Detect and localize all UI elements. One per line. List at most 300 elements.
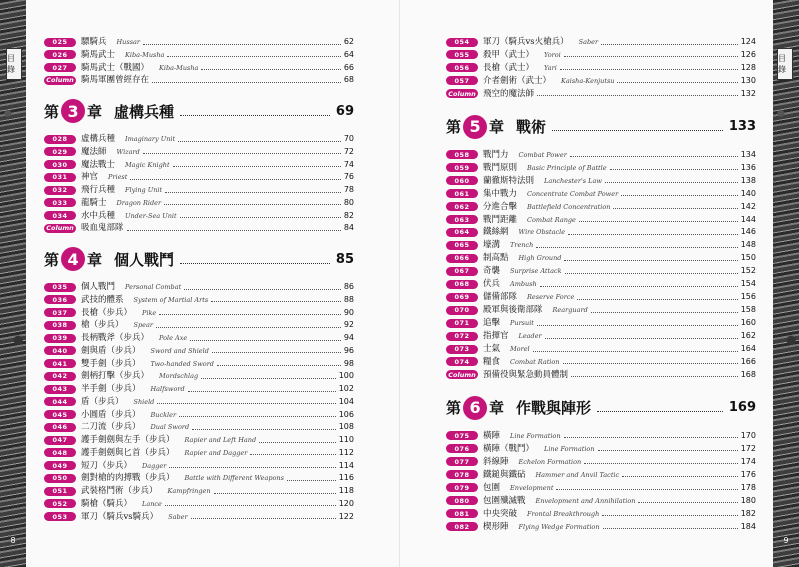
chapter-suffix: 章 bbox=[87, 102, 103, 121]
entry-number-badge: 036 bbox=[44, 295, 76, 304]
leader-dots bbox=[564, 260, 737, 261]
entry-page-number: 64 bbox=[343, 49, 354, 59]
entry-page-number: 128 bbox=[740, 62, 756, 72]
toc-entry bbox=[446, 214, 756, 226]
entry-page-number: 174 bbox=[740, 456, 756, 466]
entry-number-badge: 037 bbox=[44, 308, 76, 317]
entry-number-badge: 075 bbox=[446, 431, 478, 440]
leader-dots bbox=[533, 351, 738, 352]
entry-page-number: 120 bbox=[338, 498, 354, 508]
entry-number-badge: 047 bbox=[44, 436, 76, 445]
right-page-edge bbox=[773, 0, 799, 567]
entry-title: 武技的體系 bbox=[81, 294, 124, 305]
leader-dots bbox=[591, 312, 738, 313]
entry-title: 個人戰鬥 bbox=[81, 282, 116, 292]
leader-dots bbox=[178, 141, 341, 142]
entry-english-title: Kiba-Musha bbox=[125, 50, 165, 59]
toc-entry bbox=[44, 171, 354, 183]
leader-dots bbox=[563, 363, 738, 364]
entry-english-title: Reserve Force bbox=[527, 293, 575, 302]
entry-page-number: 86 bbox=[343, 282, 354, 291]
entry-english-title: Leader bbox=[518, 332, 542, 341]
leader-dots bbox=[201, 69, 340, 70]
entry-title: 楔形陣 bbox=[483, 521, 509, 532]
entry-number-badge: Column bbox=[44, 76, 76, 85]
entry-title: 魔法戰士 bbox=[81, 159, 116, 170]
entry-number-badge: 029 bbox=[44, 147, 76, 156]
entry-title: 蘭徹斯特法則 bbox=[483, 175, 535, 186]
entry-english-title: Envelopment bbox=[510, 483, 554, 492]
right-page-number: 9 bbox=[783, 536, 789, 545]
entry-english-title: Echelon Formation bbox=[518, 457, 582, 466]
leader-dots bbox=[603, 528, 738, 529]
entry-title: 伏兵 bbox=[483, 279, 501, 290]
entry-title: 集中戰力 bbox=[483, 188, 518, 199]
entry-title: 吸血鬼部隊 bbox=[81, 223, 124, 234]
entry-page-number: 78 bbox=[343, 185, 354, 194]
entry-number-badge: 078 bbox=[446, 470, 478, 479]
toc-entry bbox=[44, 133, 354, 145]
toc-entry bbox=[446, 188, 756, 200]
entry-title: 武裝格鬥術（步兵） bbox=[81, 486, 158, 496]
entry-number-badge: 072 bbox=[446, 332, 478, 341]
entry-page-number: 116 bbox=[338, 473, 354, 483]
entry-number-badge: 038 bbox=[44, 321, 76, 330]
entry-page-number: 122 bbox=[338, 511, 354, 521]
entry-number-badge: 070 bbox=[446, 306, 478, 315]
entry-number-badge: 056 bbox=[446, 63, 478, 72]
entry-number-badge: 067 bbox=[446, 267, 478, 276]
entry-english-title: Morel bbox=[510, 345, 530, 353]
entry-title: 斜線陣 bbox=[483, 456, 509, 467]
entry-english-title: Basic Principle of Battle bbox=[527, 163, 607, 172]
entry-english-title: Battle with Different Weapons bbox=[184, 474, 284, 483]
entry-title: 殺甲（武士） bbox=[483, 49, 535, 60]
toc-entry bbox=[44, 345, 354, 357]
entry-english-title: Dagger bbox=[142, 461, 167, 470]
entry-page-number: 102 bbox=[338, 384, 354, 393]
leader-dots bbox=[214, 493, 336, 494]
entry-english-title: Pike bbox=[142, 308, 157, 317]
entry-title: 劍柄打擊（步兵） bbox=[81, 371, 150, 382]
entry-number-badge: 043 bbox=[44, 385, 76, 394]
entry-page-number: 130 bbox=[740, 75, 756, 85]
toc-entry bbox=[44, 281, 354, 293]
leader-dots bbox=[570, 156, 738, 157]
entry-title: 長柄戰斧（步兵） bbox=[81, 333, 150, 343]
toc-entry bbox=[446, 495, 756, 507]
entry-page-number: 68 bbox=[343, 75, 354, 85]
entry-number-badge: 073 bbox=[446, 345, 478, 354]
entry-page-number: 98 bbox=[343, 358, 354, 368]
toc-entry bbox=[446, 369, 756, 381]
entry-title: 雙手劍（步兵） bbox=[81, 358, 141, 369]
entry-number-badge: Column bbox=[446, 370, 478, 379]
chapter-heading bbox=[44, 245, 354, 273]
entry-page-number: 132 bbox=[740, 88, 756, 98]
entry-page-number: 62 bbox=[343, 37, 354, 46]
entry-english-title: Combat Power bbox=[518, 150, 567, 159]
toc-entry bbox=[446, 75, 756, 87]
toc-entry bbox=[446, 49, 756, 61]
entry-page-number: 172 bbox=[740, 443, 756, 453]
leader-dots bbox=[156, 327, 341, 328]
entry-title: 制高點 bbox=[483, 253, 509, 264]
entry-number-badge: 041 bbox=[44, 359, 76, 368]
entry-english-title: Combat Ration bbox=[510, 357, 560, 366]
toc-entry bbox=[446, 508, 756, 520]
entry-page-number: 158 bbox=[740, 305, 756, 315]
toc-entry bbox=[446, 162, 756, 174]
entry-english-title: Lanchester's Law bbox=[544, 176, 602, 185]
leader-dots bbox=[143, 44, 341, 45]
entry-title: 護手劍劍與左手（步兵） bbox=[81, 435, 175, 445]
entry-title: 虛構兵種 bbox=[81, 134, 116, 144]
entry-number-badge: 044 bbox=[44, 397, 76, 406]
entry-english-title: Saber bbox=[168, 512, 188, 521]
entry-number-badge: Column bbox=[446, 89, 478, 98]
entry-page-number: 114 bbox=[338, 460, 354, 470]
entry-english-title: Lance bbox=[142, 499, 162, 508]
entry-english-title: Envelopment and Annihilation bbox=[535, 496, 636, 505]
entry-number-badge: 082 bbox=[446, 522, 478, 531]
entry-page-number: 80 bbox=[343, 197, 354, 207]
leader-dots bbox=[212, 352, 341, 353]
entry-title: 包圍 bbox=[483, 482, 501, 493]
chapter-page-number: 85 bbox=[335, 251, 354, 267]
entry-number-badge: 031 bbox=[44, 173, 76, 182]
entry-english-title: Buckler bbox=[150, 410, 177, 419]
entry-english-title: Kiba-Musha bbox=[159, 63, 199, 72]
leader-dots bbox=[217, 365, 341, 366]
leader-dots bbox=[157, 403, 335, 404]
leader-dots bbox=[537, 325, 738, 326]
entry-english-title: Battlefield Concentration bbox=[527, 202, 611, 211]
toc-entry bbox=[446, 443, 756, 455]
toc-entry bbox=[44, 222, 354, 234]
entry-title: 二刀流（步兵） bbox=[81, 422, 141, 433]
chapter-suffix: 章 bbox=[87, 250, 103, 269]
toc-entry bbox=[446, 482, 756, 494]
entry-title: 介者劍術（武士） bbox=[483, 75, 552, 86]
leader-dots bbox=[579, 221, 738, 222]
toc-entry bbox=[44, 409, 354, 421]
entry-number-badge: 025 bbox=[44, 38, 76, 47]
entry-title: 小圓盾（步兵） bbox=[81, 409, 141, 420]
leader-dots bbox=[560, 69, 738, 70]
entry-english-title: System of Martial Arts bbox=[133, 295, 209, 304]
leader-dots bbox=[584, 463, 738, 464]
left-page-number: 8 bbox=[10, 536, 16, 545]
entry-page-number: 154 bbox=[740, 279, 756, 289]
entry-number-badge: 057 bbox=[446, 76, 478, 85]
entry-title: 長槍（武士） bbox=[483, 62, 535, 73]
leader-dots bbox=[571, 376, 738, 377]
entry-english-title: Shield bbox=[133, 397, 155, 406]
entry-number-badge: 033 bbox=[44, 198, 76, 207]
entry-english-title: Wizard bbox=[116, 147, 140, 156]
toc-entry bbox=[446, 330, 756, 342]
leader-dots bbox=[610, 169, 738, 170]
toc-entry bbox=[446, 88, 756, 100]
leader-dots bbox=[622, 476, 738, 477]
entry-english-title: Concentrate Combat Power bbox=[527, 189, 619, 198]
leader-dots bbox=[191, 518, 336, 519]
leader-dots bbox=[598, 450, 738, 451]
chapter-number-circle: 3 bbox=[61, 99, 85, 123]
entry-page-number: 108 bbox=[338, 422, 354, 432]
entry-number-badge: 052 bbox=[44, 499, 76, 508]
toc-entry bbox=[44, 421, 354, 433]
entry-english-title: Sword and Shield bbox=[150, 346, 209, 355]
entry-english-title: Flying Wedge Formation bbox=[518, 522, 600, 531]
toc-entry bbox=[44, 383, 354, 395]
leader-dots bbox=[597, 411, 723, 412]
entry-title: 飛行兵種 bbox=[81, 185, 116, 195]
entry-number-badge: 028 bbox=[44, 135, 76, 144]
toc-entry bbox=[446, 149, 756, 161]
entry-title: 劍與盾（步兵） bbox=[81, 345, 141, 356]
leader-dots bbox=[617, 82, 737, 83]
toc-entry bbox=[446, 278, 756, 290]
entry-number-badge: 042 bbox=[44, 372, 76, 381]
entry-english-title: Ambush bbox=[510, 280, 537, 289]
chapter-number-circle: 5 bbox=[463, 115, 487, 139]
entry-page-number: 170 bbox=[740, 430, 756, 440]
leader-dots bbox=[259, 442, 336, 443]
entry-title: 奇襲 bbox=[483, 266, 501, 277]
entry-title: 橫陣 bbox=[483, 430, 501, 441]
entry-title: 騎槍（騎兵） bbox=[81, 498, 133, 509]
leader-dots bbox=[577, 299, 737, 300]
entry-number-badge: 061 bbox=[446, 189, 478, 198]
entry-english-title: Surprise Attack bbox=[510, 267, 562, 276]
left-side-tab: 目錄 bbox=[6, 48, 22, 80]
entry-title: 鐵絲網 bbox=[483, 227, 509, 238]
toc-entry bbox=[44, 49, 354, 61]
entry-number-badge: 080 bbox=[446, 496, 478, 505]
entry-english-title: Personal Combat bbox=[125, 283, 182, 291]
entry-english-title: Magic Knight bbox=[125, 160, 170, 169]
chapter-page-number: 133 bbox=[728, 119, 756, 135]
entry-title: 騎馬軍團曾經存在 bbox=[81, 75, 150, 86]
entry-number-badge: 064 bbox=[446, 228, 478, 237]
toc-entry bbox=[44, 36, 354, 48]
leader-dots bbox=[201, 378, 336, 379]
toc-entry bbox=[446, 36, 756, 48]
leader-dots bbox=[605, 182, 738, 183]
entry-title: 龍騎士 bbox=[81, 197, 107, 208]
chapter-suffix: 章 bbox=[489, 118, 505, 137]
entry-number-badge: 059 bbox=[446, 163, 478, 172]
leader-dots bbox=[180, 115, 330, 116]
toc-entry bbox=[44, 396, 354, 408]
entry-page-number: 148 bbox=[740, 240, 756, 250]
entry-title: 戰鬥力 bbox=[483, 149, 509, 160]
chapter-page-number: 169 bbox=[728, 400, 756, 416]
chapter-title: 虛構兵種 bbox=[114, 102, 175, 121]
entry-english-title: Halfsword bbox=[150, 385, 185, 393]
entry-title: 橫陣（戰鬥） bbox=[483, 443, 535, 454]
toc-entry bbox=[446, 291, 756, 303]
toc-entry bbox=[44, 472, 354, 484]
entry-number-badge: 058 bbox=[446, 150, 478, 159]
toc-entry bbox=[446, 201, 756, 213]
entry-title: 追擊 bbox=[483, 318, 501, 329]
toc-entry bbox=[44, 184, 354, 196]
toc-entry bbox=[44, 210, 354, 222]
chapter-title: 個人戰鬥 bbox=[114, 250, 175, 269]
toc-entry bbox=[446, 62, 756, 74]
toc-entry bbox=[446, 175, 756, 187]
leader-dots bbox=[127, 230, 341, 231]
leader-dots bbox=[190, 340, 341, 341]
entry-title: 槍（步兵） bbox=[81, 320, 124, 331]
entry-number-badge: 039 bbox=[44, 334, 76, 343]
entry-page-number: 92 bbox=[343, 320, 354, 330]
entry-title: 中央突破 bbox=[483, 508, 518, 519]
entry-title: 騎馬武士（戰國） bbox=[81, 62, 150, 73]
toc-entry bbox=[44, 511, 354, 523]
leader-dots bbox=[179, 416, 336, 417]
entry-number-badge: 063 bbox=[446, 215, 478, 224]
entry-title: 包圍殲滅戰 bbox=[483, 495, 526, 506]
entry-title: 長槍（步兵） bbox=[81, 307, 133, 318]
toc-entry bbox=[446, 430, 756, 442]
entry-page-number: 66 bbox=[343, 62, 354, 72]
leader-dots bbox=[556, 489, 737, 490]
leader-dots bbox=[540, 286, 738, 287]
entry-number-badge: 062 bbox=[446, 202, 478, 211]
page-fold bbox=[399, 0, 400, 567]
entry-page-number: 176 bbox=[740, 469, 756, 479]
entry-page-number: 180 bbox=[740, 495, 756, 505]
entry-title: 戰鬥原則 bbox=[483, 162, 518, 173]
entry-title: 盾（步兵） bbox=[81, 396, 124, 407]
chapter-number-circle: 4 bbox=[61, 247, 85, 271]
entry-number-badge: 045 bbox=[44, 410, 76, 419]
entry-title: 指揮官 bbox=[483, 331, 509, 342]
entry-page-number: 74 bbox=[343, 159, 354, 169]
entry-page-number: 168 bbox=[740, 369, 756, 379]
entry-number-badge: 053 bbox=[44, 512, 76, 521]
entry-title: 護手劍劍與匕首（步兵） bbox=[81, 447, 175, 458]
entry-number-badge: 054 bbox=[446, 38, 478, 47]
entry-number-badge: 077 bbox=[446, 457, 478, 466]
entry-title: 軍刀（騎兵vs騎兵） bbox=[81, 511, 159, 522]
entry-number-badge: 034 bbox=[44, 211, 76, 220]
chapter-prefix: 第 bbox=[446, 118, 462, 137]
toc-entry bbox=[446, 456, 756, 468]
entry-number-badge: 071 bbox=[446, 319, 478, 328]
entry-number-badge: 049 bbox=[44, 461, 76, 470]
entry-page-number: 140 bbox=[740, 188, 756, 198]
entry-title: 殿軍與後衛部隊 bbox=[483, 305, 543, 316]
entry-page-number: 156 bbox=[740, 292, 756, 302]
entry-number-badge: 046 bbox=[44, 423, 76, 432]
entry-page-number: 106 bbox=[338, 409, 354, 419]
entry-english-title: Mordschlag bbox=[159, 372, 199, 381]
entry-number-badge: 076 bbox=[446, 444, 478, 453]
leader-dots bbox=[167, 56, 340, 57]
entry-page-number: 84 bbox=[343, 223, 354, 233]
entry-page-number: 82 bbox=[343, 210, 354, 220]
leader-dots bbox=[613, 208, 737, 209]
entry-page-number: 134 bbox=[740, 149, 756, 159]
entry-number-badge: 066 bbox=[446, 254, 478, 263]
toc-entry bbox=[44, 197, 354, 209]
leader-dots bbox=[211, 301, 341, 302]
entry-page-number: 104 bbox=[338, 396, 354, 406]
entry-number-badge: 032 bbox=[44, 186, 76, 195]
entry-title: 飛空的魔法師 bbox=[483, 88, 535, 99]
entry-page-number: 124 bbox=[740, 37, 756, 46]
toc-entry bbox=[44, 146, 354, 158]
toc-entry bbox=[44, 62, 354, 74]
entry-page-number: 96 bbox=[343, 345, 354, 355]
leader-dots bbox=[545, 338, 738, 339]
entry-english-title: Rearguard bbox=[552, 306, 588, 315]
entry-english-title: Rapier and Dagger bbox=[184, 448, 248, 457]
entry-title: 分進合擊 bbox=[483, 201, 518, 212]
entry-number-badge: 069 bbox=[446, 293, 478, 302]
leader-dots bbox=[537, 95, 738, 96]
toc-entry bbox=[44, 460, 354, 472]
entry-page-number: 94 bbox=[343, 333, 354, 342]
entry-page-number: 112 bbox=[338, 447, 354, 457]
toc-entry bbox=[446, 239, 756, 251]
leader-dots bbox=[164, 204, 341, 205]
entry-number-badge: 068 bbox=[446, 280, 478, 289]
chapter-prefix: 第 bbox=[446, 399, 462, 418]
entry-english-title: Yari bbox=[544, 63, 557, 72]
entry-title: 短刀（步兵） bbox=[81, 460, 133, 471]
entry-title: 預備役與緊急動員體制 bbox=[483, 369, 569, 380]
entry-number-badge: 050 bbox=[44, 474, 76, 483]
entry-english-title: Dual Sword bbox=[150, 423, 190, 432]
entry-number-badge: 051 bbox=[44, 487, 76, 496]
entry-title: 戰鬥距離 bbox=[483, 214, 518, 225]
leader-dots bbox=[536, 247, 737, 248]
leader-dots bbox=[621, 195, 738, 196]
toc-entry bbox=[44, 159, 354, 171]
toc-entry bbox=[446, 343, 756, 355]
leader-dots bbox=[192, 429, 336, 430]
leader-dots bbox=[565, 273, 738, 274]
entry-title: 儲備部隊 bbox=[483, 292, 518, 303]
toc-entry bbox=[446, 304, 756, 316]
toc-entry bbox=[44, 498, 354, 510]
entry-english-title: High Ground bbox=[518, 254, 562, 263]
entry-page-number: 164 bbox=[740, 344, 756, 353]
entry-page-number: 118 bbox=[338, 486, 354, 495]
leader-dots bbox=[602, 515, 737, 516]
entry-title: 鐵鎚與鐵砧 bbox=[483, 469, 526, 480]
entry-page-number: 88 bbox=[343, 294, 354, 304]
chapter-suffix: 章 bbox=[489, 399, 505, 418]
entry-title: 劍對槍的肉搏戰（步兵） bbox=[81, 473, 175, 484]
entry-title: 半手劍（步兵） bbox=[81, 384, 141, 394]
entry-number-badge: 026 bbox=[44, 50, 76, 59]
leader-dots bbox=[552, 130, 723, 131]
entry-page-number: 144 bbox=[740, 214, 756, 224]
entry-title: 騎馬武士 bbox=[81, 49, 116, 60]
entry-title: 士氣 bbox=[483, 344, 501, 354]
entry-english-title: Pursuit bbox=[510, 319, 534, 328]
entry-english-title: Trench bbox=[510, 241, 534, 250]
entry-number-badge: 030 bbox=[44, 160, 76, 169]
chapter-heading bbox=[446, 394, 756, 422]
